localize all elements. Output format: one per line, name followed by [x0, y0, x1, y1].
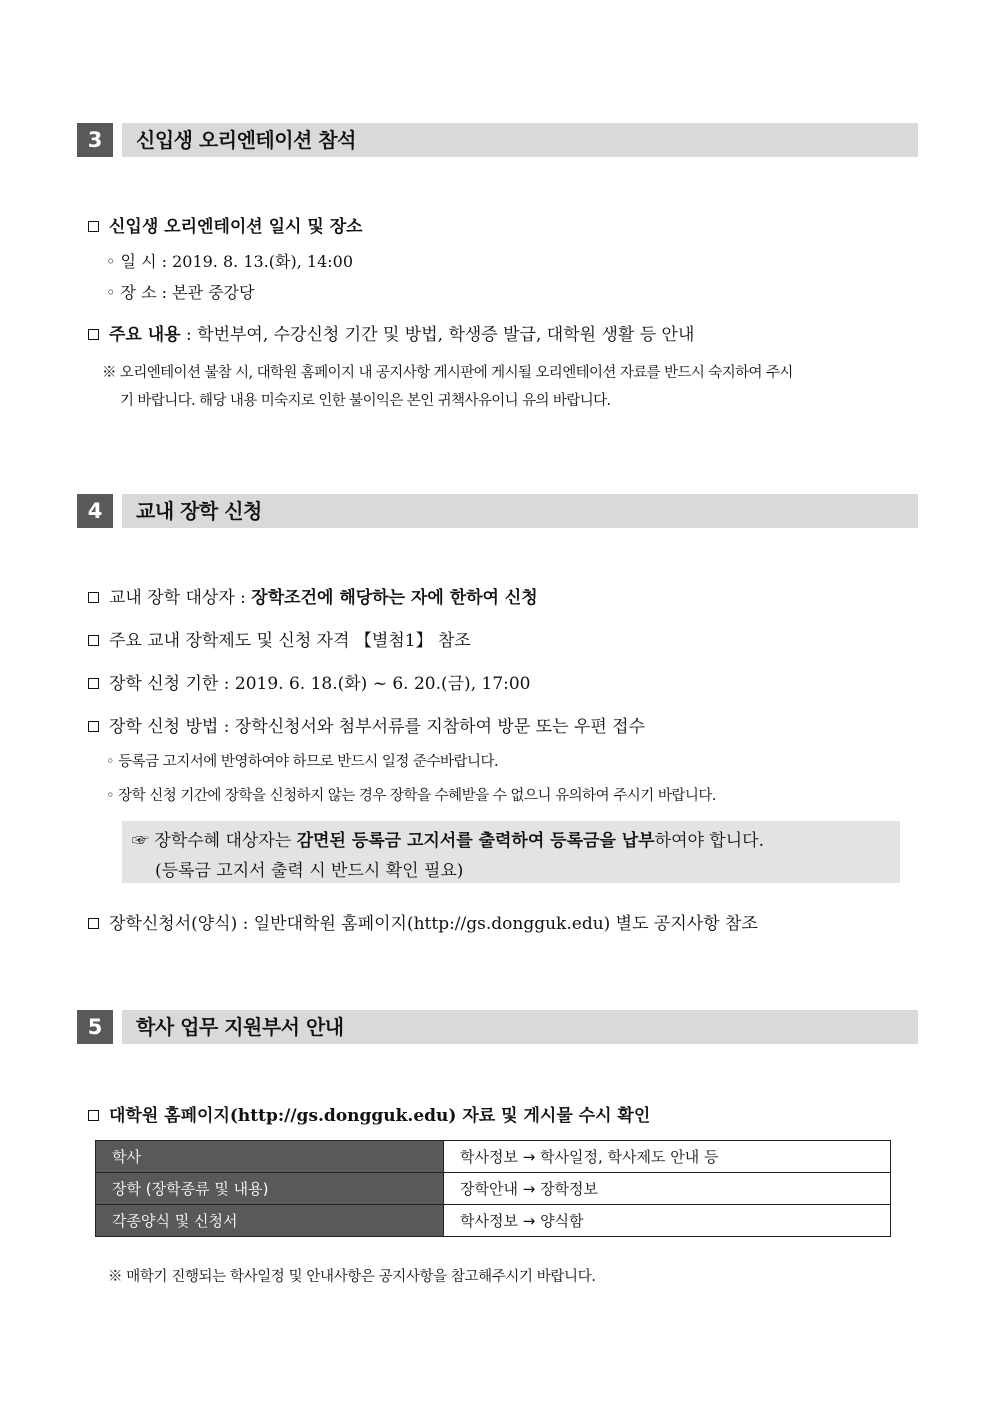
item-text: 장학신청서(양식) : 일반대학원 홈페이지(http://gs.dongguk.edu) 별도 공지사항 참조	[109, 914, 758, 934]
table-key-cell: 학사	[96, 1141, 444, 1173]
item-text: 교내 장학 대상자 :	[109, 588, 252, 608]
schedule-place: ◦ 장 소 : 본관 중강당	[106, 283, 255, 302]
checkbox-square-icon	[88, 678, 99, 689]
highlight-note-line-1	[132, 826, 764, 851]
table-row	[96, 1205, 891, 1237]
section-4-title: 교내 장학 신청	[122, 494, 918, 528]
section-4-item-4	[88, 712, 645, 737]
schedule-date: ◦ 일 시 : 2019. 8. 13.(화), 14:00	[106, 252, 353, 271]
section-4-number: 4	[77, 494, 113, 528]
item-text: 신입생 오리엔테이션 일시 및 장소	[109, 217, 363, 237]
checkbox-square-icon	[88, 592, 99, 603]
section-3-item-2	[88, 320, 694, 345]
note-prefix: ☞ 장학수혜 대상자는	[132, 831, 297, 851]
section-5-note: ※ 매학기 진행되는 학사일정 및 안내사항은 공지사항을 참고해주시기 바랍니다.	[108, 1269, 596, 1285]
section-3-title: 신입생 오리엔테이션 참석	[122, 123, 918, 157]
section-4-sub-2: ◦ 장학 신청 기간에 장학을 신청하지 않는 경우 장학을 수혜받을 수 없으니 유의하여 주시기 바랍니다.	[106, 788, 716, 804]
checkbox-square-icon	[88, 221, 99, 232]
item-bold-text: 장학조건에 해당하는 자에 한하여 신청	[251, 588, 538, 608]
table-key-cell: 장학 (장학종류 및 내용)	[96, 1173, 444, 1205]
table-row	[96, 1141, 891, 1173]
section-4-sub-1: ◦ 등록금 고지서에 반영하여야 하므로 반드시 일정 준수바랍니다.	[106, 754, 499, 770]
table-row	[96, 1173, 891, 1205]
support-dept-table	[95, 1140, 891, 1237]
section-3-number: 3	[77, 123, 113, 157]
section-3-note-line-1: ※ 오리엔테이션 불참 시, 대학원 홈페이지 내 공지사항 게시판에 게시될 오리엔테이션 자료를 반드시 숙지하여 주시	[102, 365, 793, 381]
checkbox-square-icon	[88, 329, 99, 340]
item-text: : 학번부여, 수강신청 기간 및 방법, 학생증 발급, 대학원 생활 등 안내	[180, 325, 695, 345]
item-text: 장학 신청 방법 : 장학신청서와 첨부서류를 지참하여 방문 또는 우편 접수	[109, 717, 646, 737]
section-3-note-line-2: 기 바랍니다. 해당 내용 미숙지로 인한 불이익은 본인 귀책사유이니 유의 바랍니다.	[120, 393, 611, 409]
table-key-cell: 각종양식 및 신청서	[96, 1205, 444, 1237]
table-value-cell: 학사정보 → 양식함	[444, 1205, 891, 1237]
section-4-item-5	[88, 909, 758, 934]
table-value-cell: 학사정보 → 학사일정, 학사제도 안내 등	[444, 1141, 891, 1173]
checkbox-square-icon	[88, 1110, 99, 1121]
item-label: 주요 내용	[109, 325, 181, 345]
note-suffix: 하여야 합니다.	[654, 831, 764, 851]
checkbox-square-icon	[88, 721, 99, 732]
checkbox-square-icon	[88, 918, 99, 929]
note-bold: 감면된 등록금 고지서를 출력하여 등록금을 납부	[296, 831, 655, 851]
section-5-number: 5	[77, 1010, 113, 1044]
section-4-item-2	[88, 626, 471, 651]
item-text: 대학원 홈페이지(http://gs.dongguk.edu) 자료 및 게시물 수시 확인	[109, 1106, 651, 1126]
section-3-item-1	[88, 212, 363, 237]
highlight-note-line-2: (등록금 고지서 출력 시 반드시 확인 필요)	[155, 861, 464, 881]
checkbox-square-icon	[88, 635, 99, 646]
section-5-title: 학사 업무 지원부서 안내	[122, 1010, 918, 1044]
section-4-item-3	[88, 669, 531, 694]
section-5-item-1	[88, 1101, 650, 1126]
item-text: 주요 교내 장학제도 및 신청 자격 【별첨1】 참조	[109, 631, 471, 651]
item-text: 장학 신청 기한 : 2019. 6. 18.(화) ~ 6. 20.(금), 17:00	[109, 674, 531, 694]
section-4-item-1	[88, 583, 538, 608]
table-value-cell: 장학안내 → 장학정보	[444, 1173, 891, 1205]
